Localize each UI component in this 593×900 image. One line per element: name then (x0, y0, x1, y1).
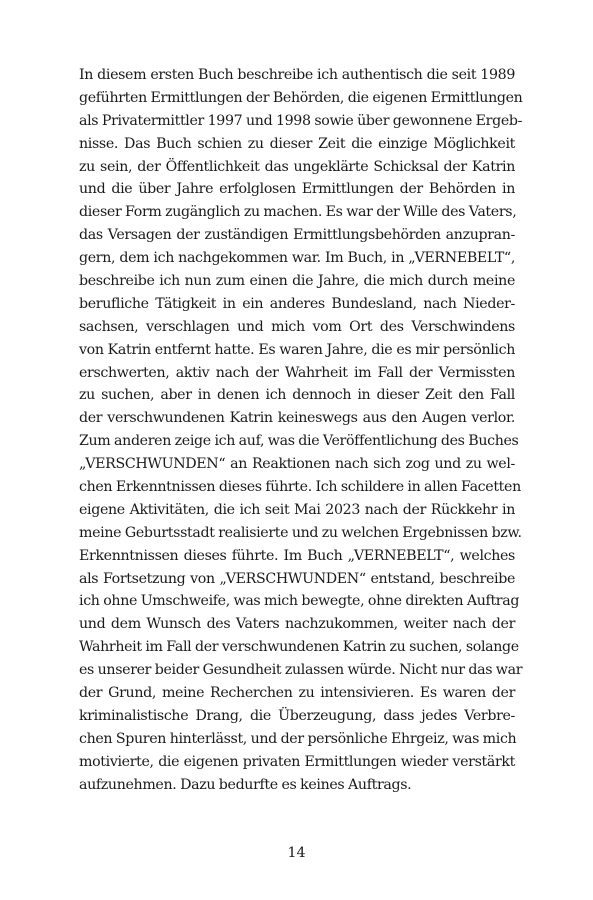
page-number: 14 (287, 845, 306, 861)
text-line: und die über Jahre erfolglosen Ermittlungen der Behörden in (79, 181, 515, 198)
text-line: von Katrin entfernt hatte. Es waren Jahre, die es mir persönlich (79, 341, 515, 358)
text-line: der verschwundenen Katrin keineswegs aus den Augen verlor. (79, 410, 515, 427)
text-line: meine Geburtsstadt realisierte und zu welchen Ergebnissen bzw. (79, 524, 522, 541)
text-line: ich ohne Umschweife, was mich bewegte, ohne direkten Auftrag (79, 593, 520, 610)
text-line: als Privatermittler 1997 und 1998 sowie über gewonnene Ergeb- (79, 112, 523, 129)
text-line: In diesem ersten Buch beschreibe ich authentisch die seit 1989 (79, 67, 515, 83)
text-line: kriminalistische Drang, die Überzeugung, dass jedes Verbre- (79, 707, 515, 724)
text-line: zu sein, der Öffentlichkeit das ungeklärte Schicksal der Katrin (79, 158, 515, 175)
text-line: Zum anderen zeige ich auf, was die Veröffentlichung des Buches (79, 433, 519, 450)
text-line: gern, dem ich nachgekommen war. Im Buch, in „VERNEBELT“, (79, 250, 515, 267)
text-line: Erkenntnissen dieses führte. Im Buch „VERNEBELT“, welches (79, 547, 515, 564)
text-line: und dem Wunsch des Vaters nachzukommen, weiter nach der (79, 616, 515, 633)
text-line: als Fortsetzung von „VERSCHWUNDEN“ entstand, beschreibe (79, 570, 515, 587)
text-line: dieser Form zugänglich zu machen. Es war der Wille des Vaters, (79, 204, 517, 221)
text-line: der Grund, meine Recherchen zu intensivieren. Es waren der (79, 685, 515, 702)
text-line: eigene Aktivitäten, die ich seit Mai 2023 nach der Rückkehr in (79, 501, 515, 518)
text-line: chen Spuren hinterlässt, und der persönliche Ehrgeiz, was mich (79, 730, 517, 747)
body-text (79, 64, 523, 797)
text-line: motivierte, die eigenen privaten Ermittlungen wieder verstärkt (79, 753, 515, 770)
text-line: geführten Ermittlungen der Behörden, die eigenen Ermittlungen (79, 89, 523, 106)
text-line: es unserer beider Gesundheit zulassen würde. Nicht nur das war (79, 662, 523, 679)
text-line: Wahrheit im Fall der verschwundenen Katrin zu suchen, solange (79, 639, 519, 656)
text-line: sachsen, verschlagen und mich vom Ort des Verschwindens (79, 318, 515, 335)
text-line: berufliche Tätigkeit in ein anderes Bundesland, nach Nieder- (79, 295, 515, 312)
text-line: nisse. Das Buch schien zu dieser Zeit die einzige Möglichkeit (79, 135, 515, 152)
text-line: das Versagen der zuständigen Ermittlungsbehörden anzupran- (79, 227, 515, 244)
text-line: „VERSCHWUNDEN“ an Reaktionen nach sich zog und zu wel- (79, 456, 515, 473)
text-line: beschreibe ich nun zum einen die Jahre, die mich durch meine (79, 273, 515, 290)
text-line: erschwerten, aktiv nach der Wahrheit im Fall der Vermissten (79, 364, 515, 381)
text-line: chen Erkenntnissen dieses führte. Ich schildere in allen Facetten (79, 479, 521, 496)
text-line: zu suchen, aber in denen ich dennoch in dieser Zeit den Fall (79, 387, 515, 404)
text-line: aufzunehmen. Dazu bedurfte es keines Auftrags. (79, 776, 412, 793)
